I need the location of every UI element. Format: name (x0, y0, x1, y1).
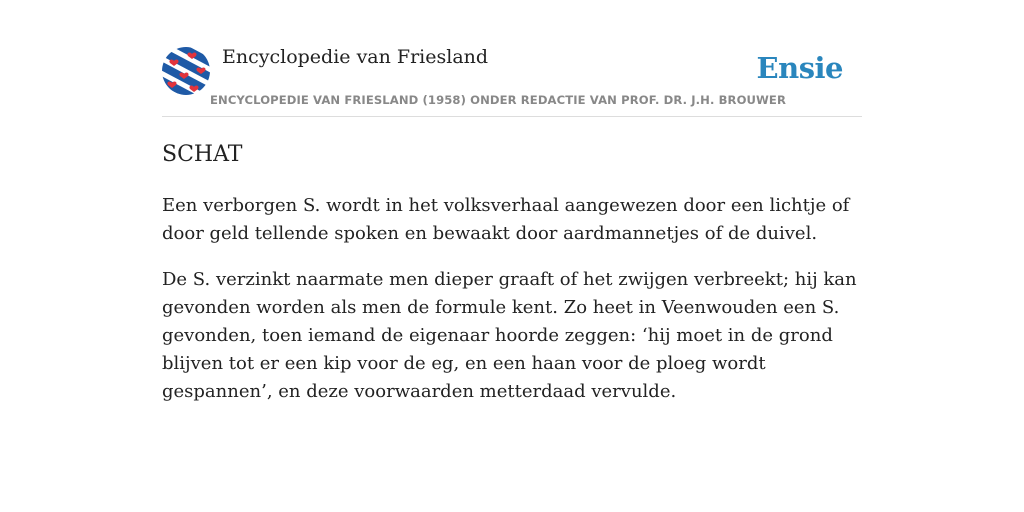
site-title[interactable]: Encyclopedie van Friesland (222, 46, 489, 68)
site-header (162, 44, 862, 117)
article-paragraph: De S. verzinkt naarmate men dieper graaft of het zwijgen verbreekt; hij kan gevonden worden als men de formule kent. Zo heet in Veenwouden een S. gevonden, toen iemand de eigenaar hoorde zeggen: ‘hij moet in de grond blijven tot er een kip voor de eg, en een haan voor de ploeg wordt gespannen’, en deze voorwaarden metterdaad vervulde. (162, 269, 857, 402)
friesland-flag-icon[interactable] (162, 47, 210, 95)
article-headword: SCHAT (162, 142, 243, 167)
ensie-logo-link[interactable]: Ensie (756, 51, 843, 85)
article-paragraph: Een verborgen S. wordt in het volksverhaal aangewezen door een lichtje of door geld tellende spoken en bewaakt door aardmannetjes of de duivel. (162, 195, 850, 244)
article (162, 140, 862, 406)
encyclopedia-subtitle: ENCYCLOPEDIE VAN FRIESLAND (1958) ONDER REDACTIE VAN PROF. DR. J.H. BROUWER (210, 93, 786, 107)
